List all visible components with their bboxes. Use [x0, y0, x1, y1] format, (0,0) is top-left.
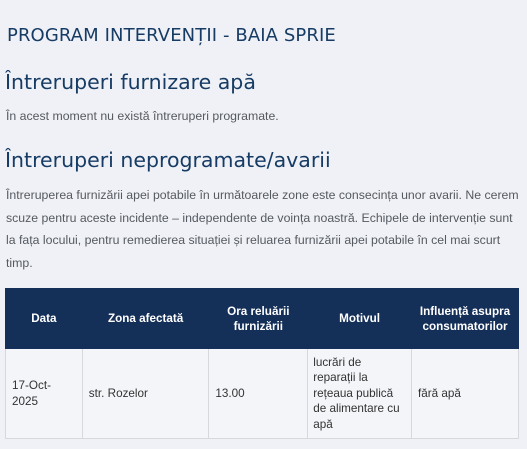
- cell-zone: str. Rozelor: [82, 349, 209, 439]
- cell-reason: lucrări de reparații la rețeaua publică de alimentare cu apă: [308, 349, 412, 439]
- outages-table: [5, 288, 519, 439]
- scheduled-interruptions-text: În acest moment nu există întreruperi programate.: [6, 109, 279, 123]
- scheduled-interruptions-heading: Întreruperi furnizare apă: [5, 70, 256, 94]
- column-header-resume-time: Ora reluării furnizării: [209, 289, 308, 349]
- cell-date: 17-Oct-2025: [6, 349, 83, 439]
- cell-consumer-impact: fără apă: [412, 349, 519, 439]
- unscheduled-interruptions-heading: Întreruperi neprogramate/avarii: [5, 148, 331, 172]
- column-header-zone: Zona afectată: [82, 289, 209, 349]
- page-title: PROGRAM INTERVENȚII - BAIA SPRIE: [7, 25, 336, 46]
- table-row: [6, 349, 519, 439]
- outages-table-header: [6, 289, 519, 349]
- column-header-consumer-impact: Influență asupra consumatorilor: [412, 289, 519, 349]
- outages-table-body: [6, 349, 519, 439]
- column-header-date: Data: [6, 289, 83, 349]
- table-header-row: [6, 289, 519, 349]
- column-header-reason: Motivul: [308, 289, 412, 349]
- cell-resume-time: 13.00: [209, 349, 308, 439]
- unscheduled-interruptions-text: Întreruperea furnizării apei potabile în următoarele zone este consecința unor avarii. Ne cerem scuze pentru aceste incidente – independente de voința noastră. Echipele de intervenție sunt la fața locului, pentru remedierea situației și reluarea furnizării apei potabile în cel mai scurt timp.: [6, 188, 519, 270]
